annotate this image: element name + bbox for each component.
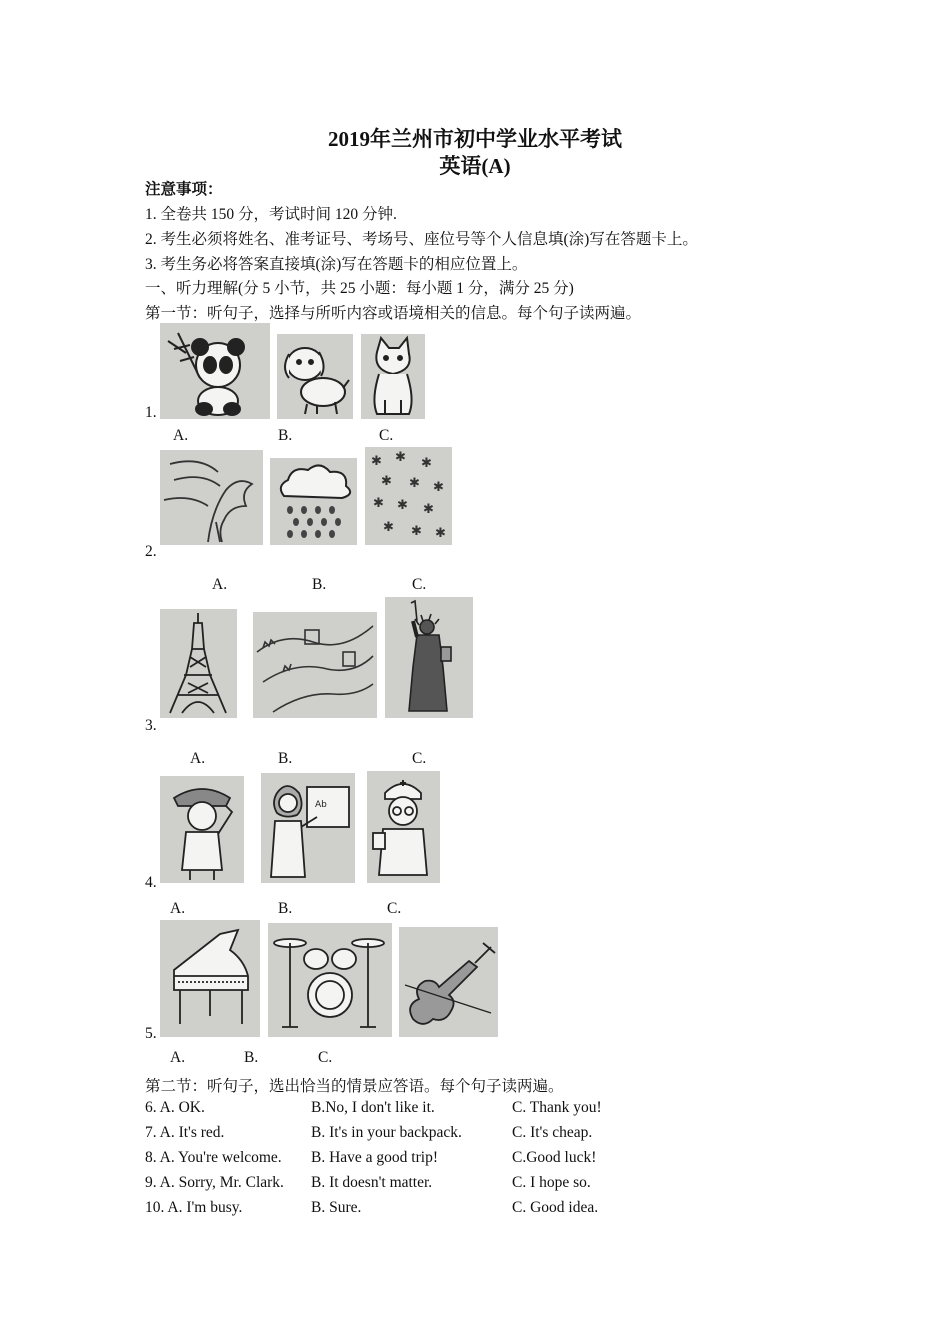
svg-text:✱: ✱	[397, 498, 408, 513]
doctor-picture[interactable]	[367, 771, 440, 883]
panda-picture[interactable]	[160, 323, 270, 419]
option-label: A.	[170, 900, 186, 917]
svg-text:✱: ✱	[435, 526, 446, 541]
option-label: C.	[318, 1049, 333, 1066]
section1-instruction: 第一节：听句子，选择与所听内容或语境相关的信息。每个句子读两遍。	[145, 305, 642, 322]
svg-text:✱: ✱	[371, 454, 382, 469]
option-label: B.	[278, 750, 293, 767]
option-label: C.	[387, 900, 402, 917]
svg-text:✱: ✱	[381, 474, 392, 489]
snowy-picture[interactable]	[365, 447, 452, 545]
option-label: A.	[212, 576, 228, 593]
eiffel-tower-picture[interactable]	[160, 609, 237, 718]
response-option-a: 8. A. You're welcome.	[145, 1149, 282, 1166]
option-label: C.	[412, 750, 427, 767]
part1-heading: 一、听力理解(分 5 小节，共 25 小题：每小题 1 分，满分 25 分)	[145, 280, 574, 297]
response-option-b: B. It's in your backpack.	[311, 1124, 462, 1141]
response-option-c: C. Thank you!	[512, 1099, 602, 1116]
response-option-a: 10. A. I'm busy.	[145, 1199, 243, 1216]
option-label: B.	[278, 427, 293, 444]
svg-text:✱: ✱	[421, 456, 432, 471]
option-label: B.	[312, 576, 327, 593]
svg-text:✱: ✱	[383, 520, 394, 535]
response-option-a: 7. A. It's red.	[145, 1124, 225, 1141]
response-option-c: C. I hope so.	[512, 1174, 591, 1191]
question-number: 2.	[145, 543, 157, 560]
kitten-picture[interactable]	[361, 334, 425, 419]
response-option-b: B. It doesn't matter.	[311, 1174, 433, 1191]
note-item: 3. 考生务必将答案直接填(涂)写在答题卡的相应位置上。	[145, 256, 528, 273]
svg-text:✱: ✱	[409, 476, 420, 491]
teacher-picture[interactable]	[261, 773, 355, 883]
drums-picture[interactable]	[268, 923, 392, 1037]
option-label: A.	[173, 427, 189, 444]
svg-text:✱: ✱	[433, 480, 444, 495]
option-label: B.	[244, 1049, 259, 1066]
police-officer-picture[interactable]	[160, 776, 244, 883]
exam-title: 2019年兰州市初中学业水平考试	[328, 127, 622, 151]
svg-text:✱: ✱	[373, 496, 384, 511]
option-label: C.	[412, 576, 427, 593]
windy-picture[interactable]	[160, 450, 263, 545]
question-number: 3.	[145, 717, 157, 734]
response-option-b: B.No, I don't like it.	[311, 1099, 435, 1116]
piano-picture[interactable]	[160, 920, 260, 1037]
svg-text:Ab: Ab	[315, 800, 327, 810]
question-number: 5.	[145, 1025, 157, 1042]
response-option-a: 9. A. Sorry, Mr. Clark.	[145, 1174, 284, 1191]
puppy-picture[interactable]	[277, 334, 353, 419]
rainy-picture[interactable]	[270, 458, 357, 545]
exam-subtitle: 英语(A)	[439, 154, 511, 178]
note-item: 1. 全卷共 150 分，考试时间 120 分钟.	[145, 206, 397, 223]
question-number: 4.	[145, 874, 157, 891]
option-label: A.	[190, 750, 206, 767]
statue-of-liberty-picture[interactable]	[385, 597, 473, 718]
response-option-c: C. Good idea.	[512, 1199, 599, 1216]
svg-text:✱: ✱	[423, 502, 434, 517]
response-option-a: 6. A. OK.	[145, 1099, 205, 1116]
option-label: B.	[278, 900, 293, 917]
great-wall-picture[interactable]	[253, 612, 377, 718]
note-item: 2. 考生必须将姓名、准考证号、考场号、座位号等个人信息填(涂)写在答题卡上。	[145, 231, 698, 248]
svg-text:✱: ✱	[411, 524, 422, 539]
svg-text:✱: ✱	[395, 450, 406, 465]
violin-picture[interactable]	[399, 927, 498, 1037]
notes-heading: 注意事项：	[145, 181, 223, 198]
section2-instruction: 第二节：听句子，选出恰当的情景应答语。每个句子读两遍。	[145, 1078, 564, 1095]
response-option-b: B. Sure.	[311, 1199, 362, 1216]
question-number: 1.	[145, 404, 157, 421]
response-option-b: B. Have a good trip!	[311, 1149, 438, 1166]
option-label: C.	[379, 427, 394, 444]
response-option-c: C.Good luck!	[512, 1149, 597, 1166]
response-option-c: C. It's cheap.	[512, 1124, 593, 1141]
option-label: A.	[170, 1049, 186, 1066]
